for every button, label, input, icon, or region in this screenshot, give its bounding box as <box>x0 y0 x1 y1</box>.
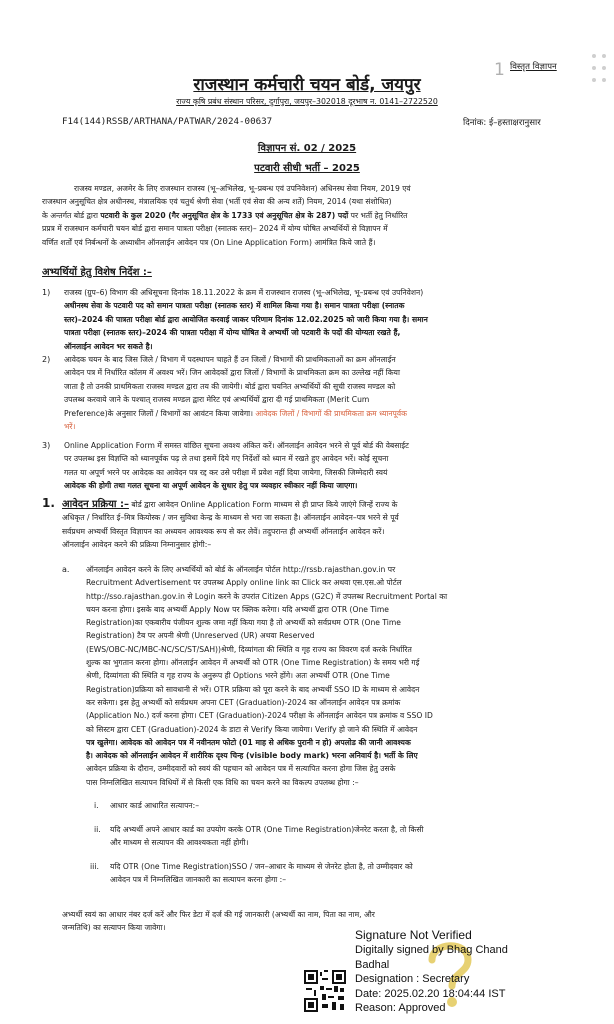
instruction-item: Online Application Form में समस्त वांछित सूचना अवश्य अंकित करें। ऑनलाईन आवेदन भरने से पूर्व बोर्ड की वेबसाईट पर उपलब्ध इस विज्ञप्ति को ध्यानपूर्वक पढ़ ले तथा इसमें दिये गए निर्देशों को ध्यान में रखते हुए आवेदन भरें। कोई सूचना गलत या अपूर्ण भरने पर आवेदक का आवेदन पत्र रद्द कर उसे परीक्षा में प्रवेश नहीं दिया जायेगा, जिसकी जिम्मेदारी स्वयं आवेदक की होगी तथा गलत सूचना या अपूर्ण आवेदन के सुधार हेतु पत्र व्यवहार स्वीकार नहीं किया जाएगा। <box>64 441 409 491</box>
special-instructions-heading: अभ्यर्थियों हेतु विशेष निर्देश :– <box>42 267 152 278</box>
roman-number: iii. <box>90 862 99 871</box>
organization-address: राज्य कृषि प्रबंध संस्थान परिसर, दुर्गापुरा, जयपुर–302018 दूरभाष न. 0141–2722520 <box>176 97 438 106</box>
signature-signer-cont: Badhal <box>355 958 390 971</box>
signature-designation: Designation : Secretary <box>355 973 470 986</box>
signature-status: Signature Not Verified <box>355 928 472 942</box>
subitem-label: a. <box>62 565 70 574</box>
application-process-intro: आवेदन प्रक्रिया :– बोर्ड द्वारा आवेदन Online Application Form माध्यम से ही प्राप्त किये जाएंगे जिन्हें राज्य के अधिकृत / निर्धारित ई–मित्र कियोस्क / जन सुविधा केन्द्र के माध्यम से भरा जा सकता है। ऑनलाईन आवेदन–पत्र भरने से पूर्व सर्वप्रथम अभ्यर्थी विस्तृत विज्ञापन का अध्ययन आवश्यक रूप से कर लेवें। तदुपरान्त ही अभ्यर्थी ऑनलाईन आवेदन करें। ऑनलाईन आवेदन करने की प्रक्रिया निम्नानुसार होगी:– <box>62 499 399 550</box>
closing-paragraph: अभ्यर्थी स्वयं का आधार नंबर दर्ज करें और फिर डेटा में दर्ज की गई जानकारी (अभ्यर्थी का नाम, पिता का नाम, और जन्मतिथि) का सत्यापन किया जावेगा। <box>62 910 375 933</box>
verification-option: आधार कार्ड आधारित सत्यापन:– <box>110 801 199 810</box>
verification-option: यदि OTR (One Time Registration)SSO / जन–आधार के माध्यम से जेनरेट होता है, तो उम्मीदवार को आवेदन पत्र में निम्नलिखित जानकारी का सत्यापन करना होगा :– <box>110 862 413 885</box>
digital-signature-block <box>355 928 508 1015</box>
application-process-heading: आवेदन प्रक्रिया :– <box>62 499 129 510</box>
instruction-item: आवेदक चयन के बाद जिस जिले / विभाग में पदस्थापन चाहते हैं उन जिलों / विभागों की प्राथमिकताओं का क्रम ऑनलाईन आवेदन पत्र में निर्धारित कॉलम में अवश्य भरें। जिन आवेदकों द्वारा जिलों / विभागों के प्राथमिकता क्रम का उल्लेख नहीं किया जाता है तो उनकी प्राथमिकता राजस्व मण्डल द्वारा तय की जायेगी। बोर्ड द्वारा चयनित अभ्यर्थियों की सूची राजस्व मण्डल को उपलब्ध करवाये जाने के पश्चात् राजस्व मण्डल द्वारा मेरिट एवं अभ्यर्थियों द्वारा दी गई प्राथमिकता (Merit Cum Preference)के अनुसार जिलों / विभागों का आवंटन किया जावेगा। आवेदक जिलों / विभागों की प्राथमिकता क्रम ध्यानपूर्वक भरें। <box>64 355 407 432</box>
qr-code <box>304 970 346 1012</box>
reference-number: F14(144)RSSB/ARTHANA/PATWAR/2024-00637 <box>62 116 273 127</box>
intro-paragraph <box>42 182 564 249</box>
instruction-item: राजस्व (ग्रुप–6) विभाग की अधिसूचना दिनांक 18.11.2022 के क्रम में राजस्थान राजस्व (भू–अभिलेख, भू–प्रबन्ध एवं उपनिवेशन) अधीनस्थ सेवा के पटवारी पद को समान पात्रता परीक्षा (स्नातक स्तर) में शामिल किया गया है। समान पात्रता परीक्षा (स्नातक स्तर)–2024 की पात्रता परीक्षा बोर्ड द्वारा आयोजित करवाई जाकर परिणाम दिनांक 12.02.2025 को जारी किया गया है। समान पात्रता परीक्षा (स्नातक स्तर)–2024 की पात्रता परीक्षा में योग्य घोषित वे अभ्यर्थी जो पटवारी के पदों की योग्यता रखते हैं, ऑनलाईन आवेदन भर सकते है। <box>64 288 428 351</box>
organization-name: राजस्थान कर्मचारी चयन बोर्ड, जयपुर <box>193 75 421 95</box>
intro-line: प्रप्रत्र में राजस्थान कर्मचारी चयन बोर्ड द्वारा समान पात्रता परीक्षा (स्नातक स्तर)– 2024 में योग्य घोषित अभ्यर्थियों से विज्ञापन में <box>42 224 388 234</box>
instruction-number: 3) <box>42 441 51 450</box>
signature-signer: Digitally signed by Bhag Chand <box>355 944 508 957</box>
intro-line: राजस्व मण्डल, अजमेर के लिए राजस्थान राजस्व (भू–अभिलेख, भू–प्रबन्ध एवं उपनिवेशन) अधिनस्थ सेवा नियम, 2019 एवं <box>74 184 411 193</box>
intro-line: राजस्थान अनुसूचित क्षेत्र अधीनस्थ, मंत्रालयिक एवं चतुर्थ श्रेणी सेवा (भर्ती एवं सेवा की अन्य शर्ते) नियम, 2014 (यथा संशोधित) <box>42 197 392 207</box>
roman-number: i. <box>94 801 99 810</box>
verification-option: यदि अभ्यर्थी अपने आधार कार्ड का उपयोग करके OTR (One Time Registration)जेनरेट करता है, तो किसी और माध्यम से सत्यापन की आवश्यकता नहीं होगी। <box>110 825 424 848</box>
application-steps: ऑनलाईन आवेदन करने के लिए अभ्यर्थियों को बोर्ड के ऑनलाईन पोर्टल http://rssb.rajasthan.gov.in पर Recruitment Advertisement पर उपलब्ध Apply online link का Click कर अथवा एस.एस.ओ पोर्टल http://sso.rajasthan.gov.in से Login करने के उपरांत Citizen Apps (G2C) में उपलब्ध Recruitment Portal का चयन करना होगा। इसके बाद अभ्यर्थी Apply Now पर क्लिक करेगा। यदि अभ्यर्थी द्वारा OTR (One Time Registration)का एकबारीय पंजीयन शुल्क जमा नहीं किया गया है तो अभ्यर्थी को सर्वप्रथम OTR (One Time Registration) टैब पर अपनी श्रेणी (Unreserved (UR) अथवा Reserved (EWS/OBC-NC/MBC-NC/SC/ST/SAH))श्रेणी, दिव्यांगता की स्थिति व गृह राज्य का विवरण दर्ज करके निर्धारित शुल्क का भुगतान करना होगा। ऑनलाईन आवेदन में अभ्यर्थी को OTR (One Time Registration) के समय भरी गई श्रेणी, दिव्यांगता की स्थिति व गृह राज्य के अनुरूप ही Options भरने होंगे। अतः अभ्यर्थी OTR (One Time Registration)प्रक्रिया को सावधानी से भरें। OTR प्रक्रिया को पूरा करने के बाद अभ्यर्थी SSO ID के माध्यम से आवेदन कर सकेगा। इस हेतु अभ्यर्थी को सर्वप्रथम अपना CET (Graduation)-2024 का ऑनलाईन आवेदन पत्र क्रमांक (Application No.) दर्ज करना होगा। CET (Graduation)-2024 परीक्षा के ऑनलाईन आवेदन पत्र क्रमांक व SSO ID को सिस्टम द्वारा CET (Graduation)-2024 के डाटा से Verify किया जायेगा। Verify हो जाने की स्थिति में आवेदन पत्र खुलेगा। आवेदक को आवेदन पत्र में नवीनतम फोटो (01 माह से अधिक पुरानी न हो) अपलोड की जानी आवश्यक है। आवेदक को ऑनलाईन आवेदन में शारीरिक दृश्य चिन्ह (visible body mark) भरना अनिवार्य है। भर्ती के लिए आवेदन प्रक्रिया के दौरान, उम्मीदवारों को स्वयं की पहचान को आवेदन पत्र में सत्यापित करना होगा जिस हेतु उसके पास निम्नलिखित सत्यापन विधियों में से किसी एक विधि का चयन करने का विकल्प उपलब्ध होगा :– <box>86 565 448 787</box>
signature-reason: Reason: Approved <box>355 1002 446 1015</box>
detailed-advertisement-tag: विस्तृत विज्ञापन <box>510 62 557 72</box>
page-number: 1 <box>494 60 505 80</box>
signature-date: Date: 2025.02.20 18:04:44 IST <box>355 987 506 1000</box>
section-number: 1. <box>42 496 55 510</box>
date-label: दिनांक: ई–हस्ताक्षरानुसार <box>463 118 541 128</box>
roman-number: ii. <box>94 825 101 834</box>
intro-line: वर्णित शर्तों एवं निर्बन्धनों के अध्याधीन ऑनलाईन आवेदन पत्र (On Line Application Form) आमंत्रित किये जाते हैं। <box>42 237 376 247</box>
advertisement-number: विज्ञापन सं. 02 / 2025 <box>257 143 357 154</box>
intro-line: के अन्तर्गत बोर्ड द्वारा पटवारी के कुल 2020 (गैर अनुसूचित क्षेत्र के 1733 एवं अनुसूचित क्षेत्र के 287) पदों पर भर्ती हेतु निर्धारित <box>42 210 408 220</box>
advertisement-title: पटवारी सीधी भर्ती – 2025 <box>254 163 360 174</box>
instruction-number: 2) <box>42 355 51 364</box>
instruction-number: 1) <box>42 288 51 297</box>
